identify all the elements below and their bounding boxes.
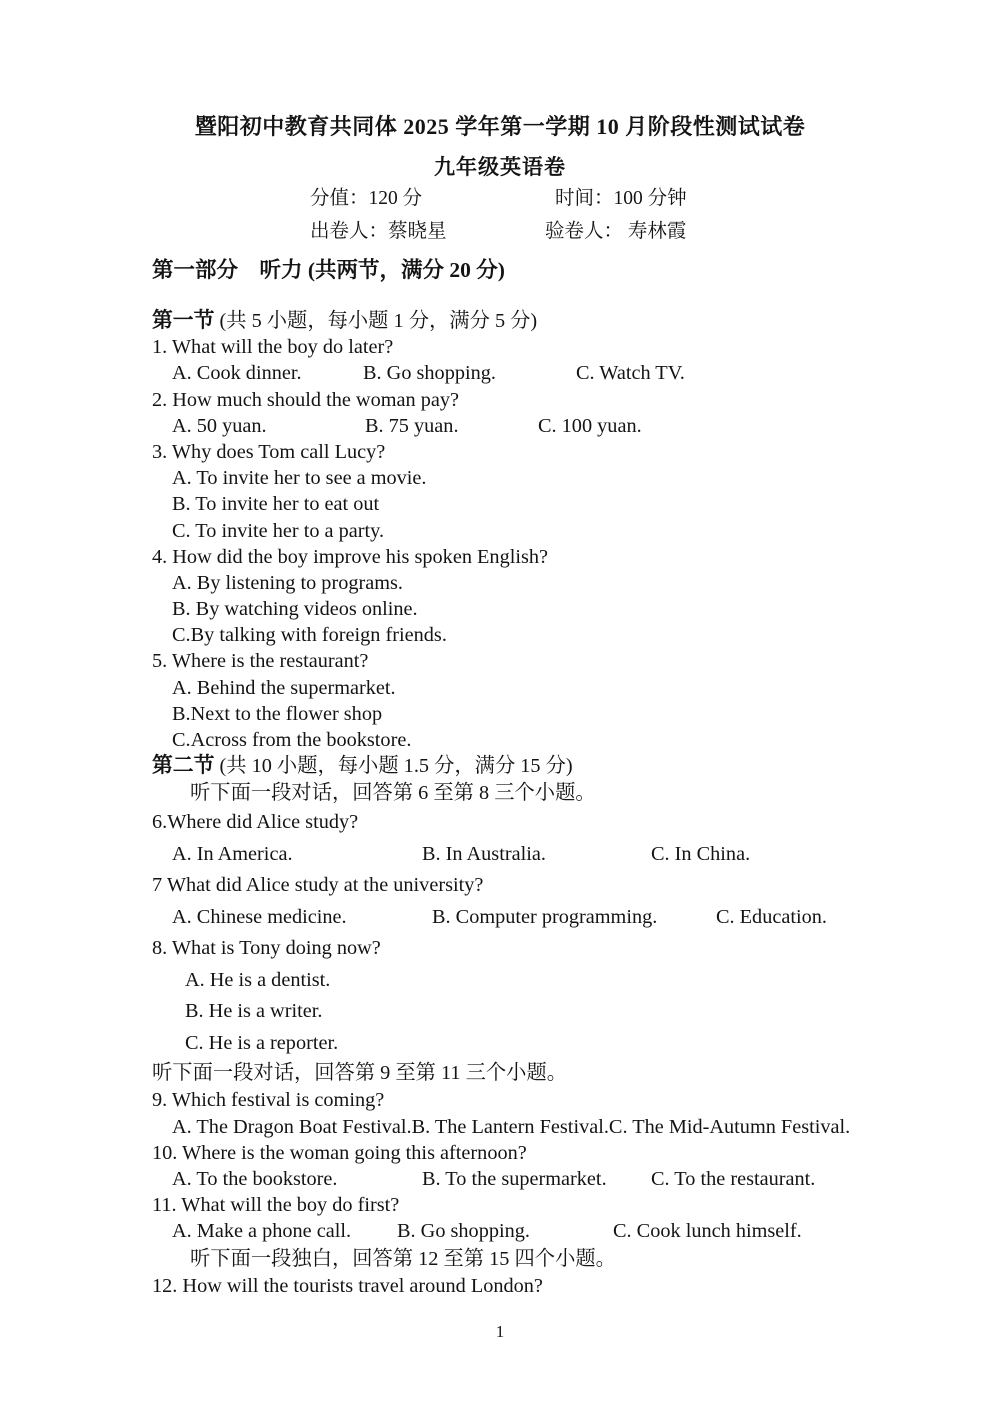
question-line: 11. What will the boy do first? bbox=[152, 1194, 400, 1217]
question-line: 4. How did the boy improve his spoken English? bbox=[152, 545, 549, 568]
option: B. Computer programming. bbox=[432, 905, 658, 928]
option: C. Education. bbox=[716, 905, 827, 928]
option: B. To the supermarket. bbox=[422, 1167, 607, 1190]
options-row bbox=[152, 902, 940, 934]
question-line: 7 What did Alice study at the university? bbox=[152, 874, 484, 897]
checker-label: 验卷人： 寿林霞 bbox=[545, 221, 687, 242]
option-line: C. To invite her to a party. bbox=[172, 519, 385, 542]
option: B. Go shopping. bbox=[397, 1220, 530, 1243]
option: C. Watch TV. bbox=[576, 362, 685, 385]
option: C. In China. bbox=[651, 842, 751, 865]
option: C. 100 yuan. bbox=[538, 414, 642, 437]
section-heading-bold: 第一节 bbox=[152, 309, 215, 332]
instruction-line: 听下面一段对话，回答第 9 至第 11 三个小题。 bbox=[152, 1062, 568, 1085]
options-row bbox=[152, 1218, 940, 1244]
question-line: 1. What will the boy do later? bbox=[152, 336, 394, 359]
option-line: C.By talking with foreign friends. bbox=[172, 624, 447, 647]
option-line: C. He is a reporter. bbox=[185, 1031, 339, 1054]
instruction-line: 听下面一段对话，回答第 6 至第 8 三个小题。 bbox=[190, 782, 596, 805]
time-label: 时间：100 分钟 bbox=[555, 188, 687, 209]
option-line: B. He is a writer. bbox=[185, 1000, 323, 1023]
option: A. Make a phone call. bbox=[172, 1220, 352, 1243]
options-row bbox=[152, 1166, 940, 1192]
option: A. Cook dinner. bbox=[172, 362, 302, 385]
score-label: 分值：120 分 bbox=[310, 188, 423, 209]
section-heading: 第一节 (共 5 小题，每小题 1 分，满分 5 分) bbox=[152, 309, 538, 332]
option-line: C.Across from the bookstore. bbox=[172, 729, 412, 751]
option: B. Go shopping. bbox=[363, 362, 496, 385]
section-heading: 第二节 (共 10 小题，每小题 1.5 分，满分 15 分) bbox=[152, 754, 573, 778]
option-line: B.Next to the flower shop bbox=[172, 702, 383, 725]
section-heading-bold: 第二节 bbox=[152, 754, 215, 778]
options-row bbox=[152, 413, 940, 439]
option: A. In America. bbox=[172, 842, 293, 865]
page-footer bbox=[0, 1321, 1000, 1343]
option: B. 75 yuan. bbox=[365, 414, 459, 437]
option-line: A. He is a dentist. bbox=[185, 968, 331, 991]
option: A. To the bookstore. bbox=[172, 1167, 338, 1190]
option: C. To the restaurant. bbox=[651, 1167, 816, 1190]
option-line: B. To invite her to eat out bbox=[172, 493, 380, 516]
option-line: A. To invite her to see a movie. bbox=[172, 467, 427, 490]
option: A. Chinese medicine. bbox=[172, 905, 347, 928]
question-line: 6.Where did Alice study? bbox=[152, 811, 359, 834]
question-line: 10. Where is the woman going this afternoon? bbox=[152, 1141, 527, 1164]
option: B. In Australia. bbox=[422, 842, 546, 865]
option: A. 50 yuan. bbox=[172, 414, 267, 437]
setter-label: 出卷人：蔡晓星 bbox=[310, 221, 447, 242]
option-line: A. By listening to programs. bbox=[172, 571, 403, 594]
question-line: 2. How much should the woman pay? bbox=[152, 388, 459, 411]
option-line: A. Behind the supermarket. bbox=[172, 676, 396, 699]
options-row bbox=[152, 1114, 940, 1140]
exam-header bbox=[0, 0, 1000, 286]
option: B. The Lantern Festival. bbox=[411, 1115, 609, 1138]
options-row bbox=[152, 360, 940, 386]
option: A. The Dragon Boat Festival. bbox=[172, 1115, 412, 1138]
document-body bbox=[0, 308, 1000, 1299]
page-number: 1 bbox=[495, 1321, 505, 1341]
question-line: 3. Why does Tom call Lucy? bbox=[152, 440, 386, 463]
question-line: 5. Where is the restaurant? bbox=[152, 650, 369, 673]
meta-row-authors bbox=[0, 215, 1000, 248]
meta-row-score-time bbox=[0, 182, 1000, 215]
instruction-line: 听下面一段独白，回答第 12 至第 15 四个小题。 bbox=[190, 1247, 616, 1270]
question-line: 9. Which festival is coming? bbox=[152, 1089, 385, 1112]
question-line: 8. What is Tony doing now? bbox=[152, 937, 381, 960]
option: C. Cook lunch himself. bbox=[613, 1220, 802, 1243]
question-line: 12. How will the tourists travel around London? bbox=[152, 1274, 543, 1297]
option: C. The Mid-Autumn Festival. bbox=[608, 1115, 851, 1138]
options-row bbox=[152, 839, 940, 871]
option-line: B. By watching videos online. bbox=[172, 598, 418, 621]
part-heading: 第一部分 听力 (共两节，满分 20 分) bbox=[152, 258, 505, 282]
exam-title: 暨阳初中教育共同体 2025 学年第一学期 10 月阶段性测试试卷 bbox=[194, 114, 806, 139]
exam-subtitle: 九年级英语卷 bbox=[434, 155, 566, 179]
